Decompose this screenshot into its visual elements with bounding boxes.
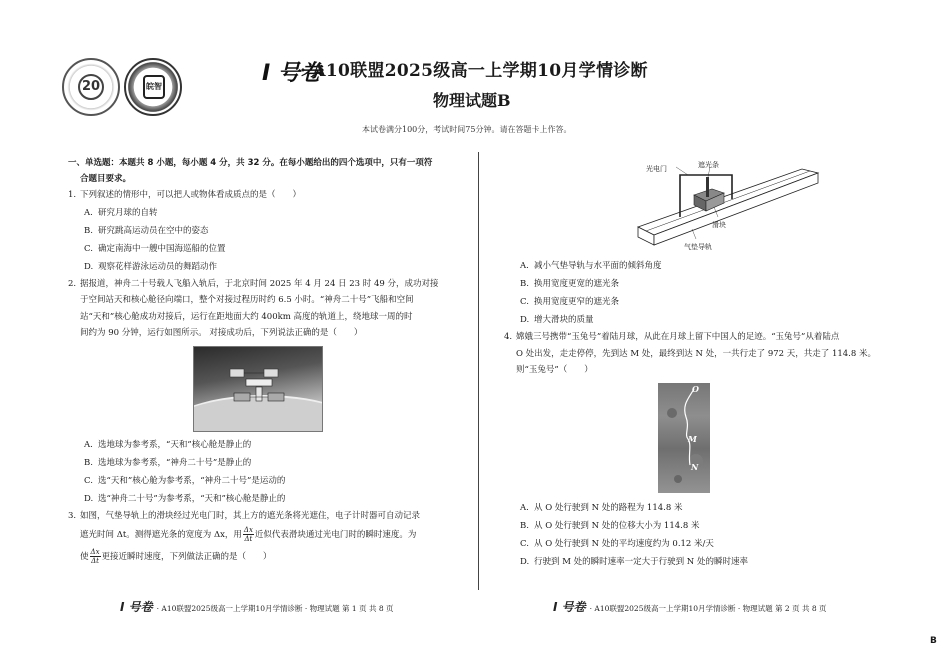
space-station-photo [193,346,323,432]
space-station-illustration [224,365,294,409]
rover-track-path [658,383,710,493]
option-c: C. 换用宽度更窄的遮光条 [520,297,620,307]
brand-mark: Ⅰ 号卷 [262,61,322,86]
footer-brand-mark: Ⅰ 号卷 [120,600,153,614]
question-number: 1. [68,190,77,200]
question-3: 3. 如图，气垫导轨上的滑块经过光电门时，其上方的遮光条将光遮住，电子计时器可自动记录 遮光时间 Δt。测得遮光条的宽度为 Δx，用 $\frac{\Delta x}{\Delta t}$ 近似代表滑块通过光电门时的瞬时速度。为 使 $\frac{\Delta x}{\Delta t}$ 更接近瞬时速度，下列做法正确的是（ ） [68,508,458,569]
question-stem-line: 于空间站天和核心舱径向端口，整个对接过程历时约 6.5 小时。“神舟二十号”飞船和空间 [80,295,414,305]
question-stem-line: O 处出发，走走停停，先到达 M 处，最终到达 N 处，一共行走了 972 天，共走了 114.8 米。 [516,348,876,359]
version-letter: B [930,636,937,646]
option-b: B. 从 O 处行驶到 N 处的位移大小为 114.8 米 [520,520,700,531]
section-heading: 一、单选题：本题共 8 小题，每小题 4 分，共 32 分。在每小题给出的四个选项中，只有一项符 合题目要求。 [68,158,433,184]
option-c: C. 选“天和”核心舱为参考系，“神舟二十号”是运动的 [84,475,286,486]
education-brand-logo [124,58,182,116]
question-number: 3. [68,510,77,521]
rover-track-photo [658,383,710,493]
question-stem-line: 则“玉兔号”（ ） [516,365,593,375]
label-light-strip: 遮光条 [698,161,719,169]
option-d: D. 增大滑块的质量 [520,315,594,325]
fraction-dx-dt: $\frac{\Delta x}{\Delta t}$ [90,548,100,565]
seal-anniversary-number: 20 [78,74,104,100]
question-1 [68,187,458,276]
label-slider: 滑块 [712,221,726,229]
footer-text: · A10联盟2025级高一上学期10月学情诊断 · 物理试题 第 2 页 共 8 页 [589,604,827,613]
question-stem: 下列叙述的情形中，可以把人或物体看成质点的是（ ） [80,190,302,200]
footer-page-2 [553,598,827,615]
question-number: 2. [68,278,77,289]
question-stem-line: 嫦娥三号携带“玉兔号”着陆月球，从此在月球上留下中国人的足迹。“玉兔号”从着陆点 [516,332,840,342]
question-stem-line: 据报道，神舟二十号载人飞船入轨后，于北京时间 2025 年 4 月 24 日 23 时 49 分，成功对接 [80,278,439,289]
exam-subtitle: 物理试题B [433,91,511,110]
question-stem-line: 站“天和”核心舱成功对接后，运行在距地面大约 400km 高度的轨道上，绕地球一周的时 [80,311,413,322]
option-d: D. 行驶到 M 处的瞬时速率一定大于行驶到 N 处的瞬时速率 [520,556,748,567]
point-o-label: O [692,383,699,394]
question-4 [504,329,888,571]
exam-title: · A10联盟2025级高一上学期10月学情诊断 [300,61,648,81]
school-seal-logo [62,58,120,116]
option-b: B. 研究跳高运动员在空中的姿态 [84,225,209,236]
option-b: B. 换用宽度更宽的遮光条 [520,279,620,289]
question-number: 4. [504,332,513,342]
question-stem-line: 如图，气垫导轨上的滑块经过光电门时，其上方的遮光条将光遮住，电子计时器可自动记录 [80,510,421,521]
brand-logo-text: 皖智 [143,75,165,99]
question-2 [68,276,458,508]
right-column [504,155,888,571]
option-c: C. 从 O 处行驶到 N 处的平均速度约为 0.12 米/天 [520,538,714,549]
column-divider [478,152,479,590]
option-a: A. 从 O 处行驶到 N 处的路程为 114.8 米 [520,502,683,513]
question-stem-line: 间约为 90 分钟，运行如图所示。 对接成功后，下列说法正确的是（ ） [80,328,363,338]
fraction-dx-dt: $\frac{\Delta x}{\Delta t}$ [243,526,253,543]
option-a: A. 选地球为参考系，“天和”核心舱是静止的 [84,439,252,450]
point-n-label: N [691,461,699,472]
point-m-label: M [688,433,697,444]
footer-page-1 [120,598,394,615]
option-a: A. 研究月球的自转 [84,207,158,218]
option-c: C. 确定南海中一艘中国海巡船的位置 [84,243,226,254]
exam-note: 本试卷满分100分，考试时间75分钟。请在答题卡上作答。 [362,125,572,134]
footer-text: · A10联盟2025级高一上学期10月学情诊断 · 物理试题 第 1 页 共 8 页 [156,604,394,613]
option-a: A. 减小气垫导轨与水平面的倾斜角度 [520,261,662,271]
question-3-options [504,257,888,329]
air-track-diagram [632,155,822,255]
label-photogate: 光电门 [646,165,667,173]
option-d: D. 选“神舟二十号”为参考系，“天和”核心舱是静止的 [84,493,286,504]
option-d: D. 观察花样游泳运动员的舞蹈动作 [84,261,218,272]
label-air-track: 气垫导轨 [684,243,712,251]
left-column [68,155,458,568]
footer-brand-mark: Ⅰ 号卷 [553,600,586,614]
option-b: B. 选地球为参考系，“神舟二十号”是静止的 [84,457,252,468]
